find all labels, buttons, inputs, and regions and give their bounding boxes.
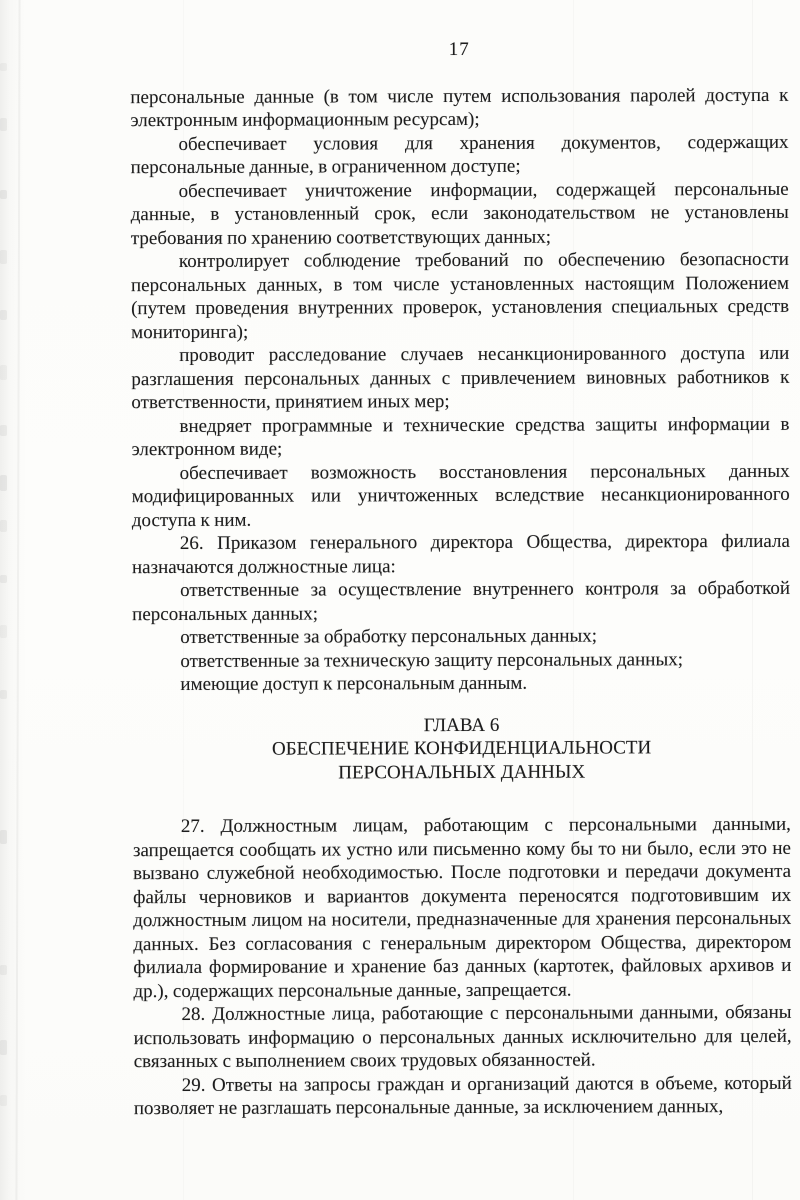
chapter-title-line: ПЕРСОНАЛЬНЫХ ДАННЫХ	[338, 761, 586, 783]
paragraph: внедряет программные и технические средства защиты информации в электронном виде;	[131, 413, 790, 461]
scan-smudge	[0, 250, 7, 264]
paragraph: 28. Должностные лица, работающие с персональными данными, обязаны использовать информацию о персональных данных исключительно для целей, связанных с выполнением своих трудовых обязанностей.	[133, 1001, 792, 1073]
scan-smudge	[0, 365, 7, 380]
scan-smudge	[0, 965, 7, 975]
paragraph: имеющие доступ к персональным данным.	[180, 672, 528, 695]
paragraph: ответственные за техническую защиту персональных данных;	[180, 648, 684, 672]
scan-smudge	[0, 310, 7, 320]
scan-smudge	[0, 575, 7, 583]
paragraph: 26. Приказом генерального директора Общества, директора филиала назначаются должностные лица:	[131, 530, 790, 578]
paragraph: обеспечивает возможность восстановления персональных данных модифицированных или уничтоженных вследствие несанкционированного доступа к ним.	[131, 460, 790, 531]
page-number: 17	[448, 38, 470, 61]
paragraph: контролирует соблюдение требований по обеспечению безопасности персональных данных, в том числе установленных настоящим Положением (путем проведения внутренних проверок, установления специальных средств мониторинга);	[130, 248, 790, 343]
paragraph: обеспечивает условия для хранения документов, содержащих персональные данные, в ограниченном доступе;	[130, 131, 789, 179]
scan-smudge	[0, 830, 7, 844]
paragraph: проводит расследование случаев несанкционированного доступа или разглашения персональных данных с привлечением виновных работников к ответственности, принятием иных мер;	[131, 342, 790, 414]
chapter-heading	[132, 712, 790, 785]
paragraph: ответственные за обработку персональных данных;	[180, 625, 598, 648]
scan-crease-line	[15, 0, 20, 1200]
paragraph: персональные данные (в том числе путем использования паролей доступа к электронным информационным ресурсам);	[130, 84, 789, 132]
chapter-title-line: ОБЕСПЕЧЕНИЕ КОНФИДЕНЦИАЛЬНОСТИ	[271, 737, 652, 760]
paragraph: 29. Ответы на запросы граждан и организаций даются в объеме, который позволяет не разглашать персональные данные, за исключением данных,	[133, 1072, 792, 1120]
paragraph: обеспечивает уничтожение информации, содержащей персональные данные, в установленный срок, если законодательством не установлены требования по хранению соответствующих данных;	[130, 178, 789, 249]
scan-smudge	[0, 690, 7, 699]
paragraph: ответственные за осуществление внутреннего контроля за обработкой персональных данных;	[132, 577, 791, 625]
page-content	[130, 0, 792, 1121]
scan-smudge	[0, 625, 7, 638]
scan-smudge	[0, 190, 7, 199]
scan-smudge	[0, 425, 7, 436]
paragraph: 27. Должностным лицам, работающим с персональными данными, запрещается сообщать их устно или письменно кому бы то ни было, если это не вызвано служебной необходимостью. После подготовки и передачи документа файлы черновиков и вариантов документа переносятся подготовившим их должностным лицом на носители, предназначенные для хранения персональных данных. Без согласования с генеральным директором Общества, директором филиала формирование и хранение баз данных (картотек, файловых архивов и др.), содержащих персональные данные, запрещается.	[132, 813, 792, 1002]
chapter-title-line: ГЛАВА 6	[423, 714, 500, 736]
scan-smudge	[0, 1040, 7, 1055]
scan-smudge	[0, 1095, 7, 1106]
scan-smudge	[0, 118, 7, 131]
scan-smudge	[0, 63, 7, 71]
scan-smudge	[0, 520, 7, 532]
scan-smudge	[0, 475, 7, 491]
